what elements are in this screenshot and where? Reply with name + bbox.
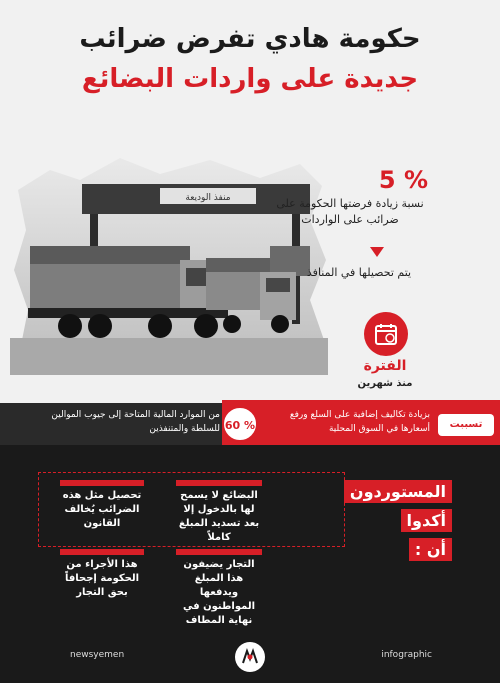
stat-percent-description: نسبة زيادة فرضتها الحكومة على ضرائب على الواردات <box>276 197 424 226</box>
footer-brand: newsyemen <box>70 650 125 660</box>
newsyemen-logo <box>235 642 265 672</box>
claim-card-3 <box>176 549 262 628</box>
claim-text-2: تحصيل مثل هذه الضرائب يُخالف القانون <box>62 490 142 529</box>
claim-text-4: هذا الأجراء من الحكومة إجحافاً بحق التجار <box>64 559 140 598</box>
collection-note: يتم تحصيلها في المنافذ <box>306 266 412 279</box>
headline-line-1: حكومة هادي تفرض ضرائب <box>79 24 421 54</box>
claim-card-1 <box>176 480 262 545</box>
card-bar <box>176 549 262 555</box>
cause-tag: تسببت <box>438 414 494 436</box>
period-subtitle: منذ شهرين <box>357 378 413 389</box>
down-triangle-icon <box>370 247 384 257</box>
importers-title: المستوردون <box>344 480 452 503</box>
period-title: الفترة <box>363 358 407 374</box>
that-title: أن : <box>409 538 452 561</box>
calendar-icon <box>364 312 408 356</box>
claim-card-2 <box>60 480 144 531</box>
cause-text: بزيادة تكاليف إضافية على السلع ورفع أسعارها في السوق المحلية <box>289 410 430 434</box>
card-bar <box>60 480 144 486</box>
claim-text-3: التجار يضيفون هذا المبلغ ويدفعها المواطنون في نهاية المطاف <box>182 559 256 626</box>
gate-sign-text: منفذ الوديعة <box>185 193 231 203</box>
claim-card-4 <box>60 549 144 600</box>
stat-percent: 5 % <box>378 166 428 194</box>
card-bar <box>60 549 144 555</box>
claim-text-1: البضائع لا يسمح لها بالدخول إلا بعد تسديد المبلغ كاملاً <box>178 490 260 543</box>
percent-circle: 60 % <box>222 406 258 442</box>
trucks-photo <box>10 150 328 375</box>
confirmed-title: أكدوا <box>401 509 452 532</box>
card-bar <box>176 480 262 486</box>
headline-line-2: جديدة على واردات البضائع <box>81 64 419 94</box>
percent-text: من الموارد المالية المتاحة إلى جيوب الموالين للسلطة والمتنفذين <box>51 410 220 434</box>
footer-label: infographic <box>381 650 432 660</box>
